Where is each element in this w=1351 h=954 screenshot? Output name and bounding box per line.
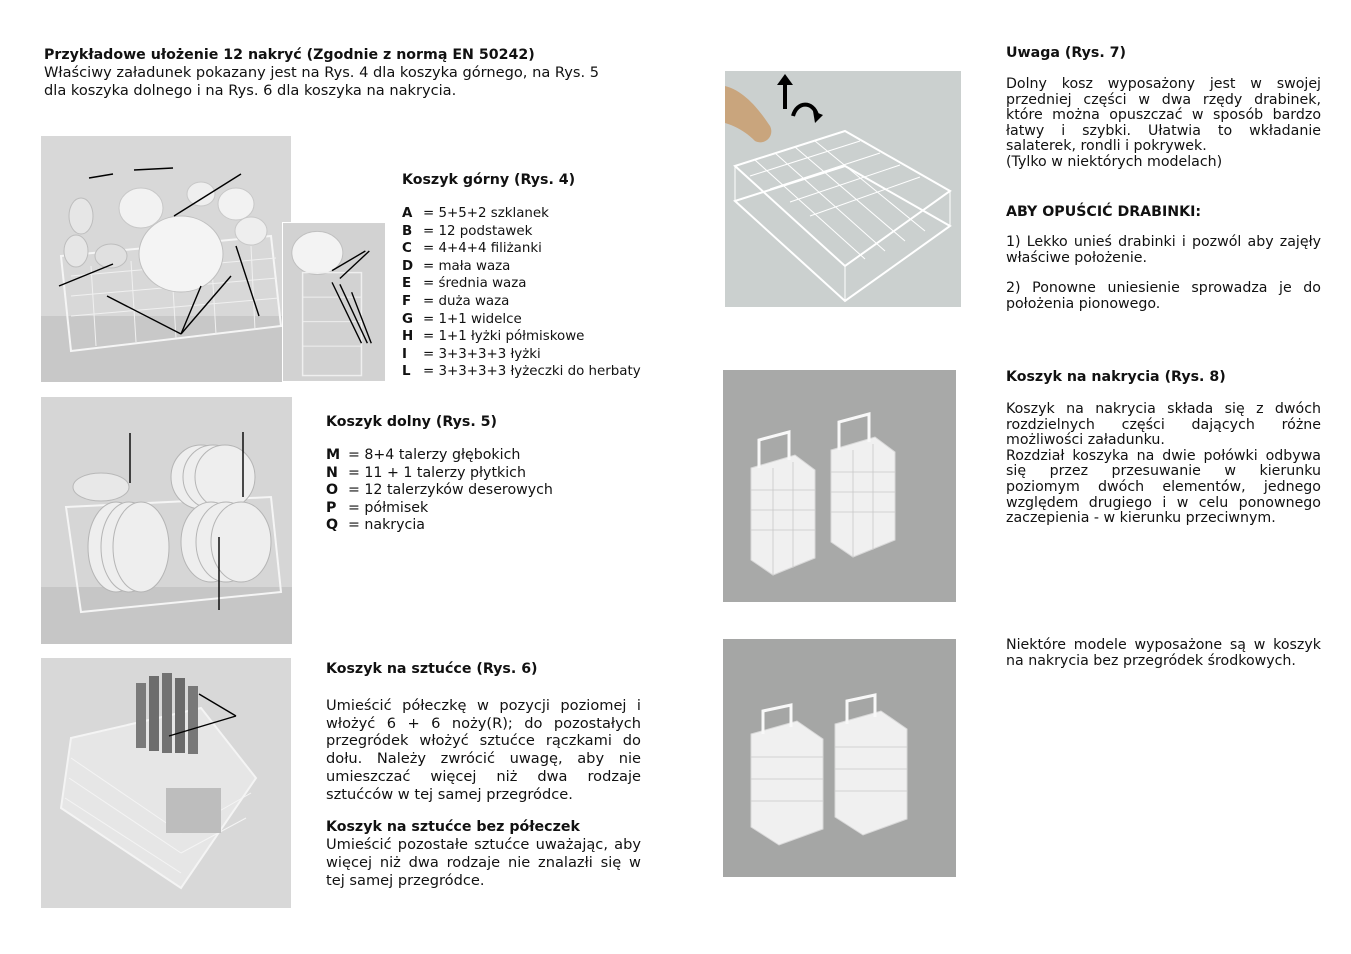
models-note-body: Niektóre modele wyposażone są w koszyk na nakrycia bez przegródek środkowych. <box>1006 637 1321 669</box>
upper-basket-illustration <box>41 136 291 382</box>
list-item <box>326 465 626 483</box>
list-key: B <box>402 223 413 239</box>
list-text: = 3+3+3+3 łyżki <box>423 346 541 362</box>
place-basket-section <box>1006 368 1321 527</box>
place-basket-illustration <box>723 370 956 602</box>
lower-basket-list <box>326 447 626 535</box>
list-text: = nakrycia <box>348 517 425 533</box>
list-item <box>402 275 662 293</box>
list-text: = średnia waza <box>423 276 527 292</box>
note-models: (Tylko w niektórych modelach) <box>1006 153 1223 170</box>
cutlery-basket-section <box>326 660 641 889</box>
place-basket-title: Koszyk na nakrycia (Rys. 8) <box>1006 369 1226 385</box>
list-text: = 5+5+2 szklanek <box>423 206 549 221</box>
intro-section <box>44 46 664 99</box>
place-basket-body-2: Rozdział koszyka na dwie połówki odbywa się przez przesuwanie w kierunku poziomym dwóch elementów, jednego względem drugiego i w celu ponownego zaczepienia - w kierunku przeciwnym. <box>1006 447 1321 527</box>
list-item <box>326 447 626 465</box>
list-key: L <box>402 364 411 380</box>
list-item <box>326 482 626 500</box>
rack-lowering-photo <box>725 71 961 307</box>
place-basket-no-dividers-photo <box>723 639 956 877</box>
note-title: Uwaga (Rys. 7) <box>1006 45 1127 61</box>
list-key: P <box>326 499 337 516</box>
list-text: = 11 + 1 talerzy płytkich <box>348 464 526 481</box>
lower-basket-section <box>326 413 626 535</box>
list-item <box>326 500 626 518</box>
cutlery-no-shelf-title: Koszyk na sztućce bez półeczek <box>326 819 580 836</box>
list-text: = 1+1 widelce <box>423 311 522 327</box>
list-text: = duża waza <box>423 293 510 309</box>
list-item <box>402 258 662 276</box>
list-key: H <box>402 329 414 345</box>
upper-basket-section <box>402 171 662 381</box>
list-item <box>402 328 662 346</box>
intro-line-2: dla koszyka dolnego i na Rys. 6 dla koszyka na nakrycia. <box>44 81 457 99</box>
cutlery-basket-photo <box>41 658 291 908</box>
list-key: O <box>326 482 339 498</box>
list-key: M <box>326 447 341 463</box>
list-text: = 4+4+4 filiżanki <box>423 241 542 257</box>
place-basket-photo <box>723 370 956 602</box>
lower-basket-title: Koszyk dolny (Rys. 5) <box>326 414 498 430</box>
list-item <box>402 240 662 258</box>
list-key: Q <box>326 517 339 533</box>
list-item <box>402 205 662 223</box>
list-key: E <box>402 276 412 292</box>
list-text: = mała waza <box>423 258 511 274</box>
lower-racks-title: ABY OPUŚCIĆ DRABINKI: <box>1006 204 1202 220</box>
upper-basket-photo <box>41 136 291 382</box>
intro-line-1: Właściwy załadunek pokazany jest na Rys. 4 dla koszyka górnego, na Rys. 5 <box>44 64 600 81</box>
list-item <box>402 223 662 241</box>
list-text: = 1+1 łyżki półmiskowe <box>423 329 585 345</box>
list-key: D <box>402 258 414 274</box>
upper-basket-title: Koszyk górny (Rys. 4) <box>402 172 576 188</box>
cutlery-basket-title: Koszyk na sztućce (Rys. 6) <box>326 661 538 677</box>
list-text: = półmisek <box>348 499 429 516</box>
list-text: = 12 podstawek <box>423 223 533 239</box>
cutlery-basket-illustration <box>41 658 291 908</box>
place-basket-no-dividers-illustration <box>723 639 956 877</box>
intro-title: Przykładowe ułożenie 12 nakryć (Zgodnie z normą EN 50242) <box>44 47 535 63</box>
list-item <box>402 293 662 311</box>
lower-racks-step-2: 2) Ponowne uniesienie sprowadza je do położenia pionowego. <box>1006 280 1321 312</box>
lower-racks-section <box>1006 203 1321 312</box>
note-section <box>1006 44 1321 171</box>
rack-lowering-illustration <box>725 71 961 307</box>
list-key: A <box>402 206 413 221</box>
list-key: I <box>402 346 407 362</box>
list-text: = 3+3+3+3 łyżeczki do herbaty <box>423 364 641 380</box>
note-body: Dolny kosz wyposażony jest w swojej przedniej części w dwa rzędy drabinek, które można opuszczać w sposób bardzo łatwy i szybki. Ułatwia to wkładanie salaterek, rondli i pokrywek. <box>1006 76 1321 155</box>
lower-racks-step-1: 1) Lekko unieś drabinki i pozwól aby zajęły właściwe położenie. <box>1006 234 1321 266</box>
cutlery-no-shelf-body: Umieścić pozostałe sztućce uważając, aby więcej niż dwa rodzaje nie znalazłi się w tej samej przegródce. <box>326 836 641 889</box>
list-item <box>402 363 662 381</box>
upper-basket-detail-photo <box>282 222 386 382</box>
models-note-section <box>1006 638 1321 669</box>
list-key: F <box>402 293 412 309</box>
list-item <box>402 346 662 364</box>
list-text: = 8+4 talerzy głębokich <box>348 447 521 463</box>
list-key: G <box>402 311 413 327</box>
list-text: = 12 talerzyków deserowych <box>348 482 553 498</box>
lower-basket-illustration <box>41 397 292 644</box>
list-key: N <box>326 464 338 481</box>
lower-basket-photo <box>41 397 292 644</box>
place-basket-body-1: Koszyk na nakrycia składa się z dwóch rozdzielnych części dających różne możliwości załadunku. <box>1006 401 1321 449</box>
list-item <box>326 517 626 535</box>
upper-basket-list <box>402 205 662 381</box>
list-item <box>402 311 662 329</box>
list-key: C <box>402 241 412 257</box>
cutlery-basket-body: Umieścić półeczkę w pozycji poziomej i włożyć 6 + 6 noży(R); do pozostałych przegródek włożyć sztućce rączkami do dołu. Należy zwrócić uwagę, aby nie umieszczać więcej niż dwa rodzaje sztućców w tej samej przegródce. <box>326 697 641 803</box>
upper-basket-detail-illustration <box>283 223 385 381</box>
